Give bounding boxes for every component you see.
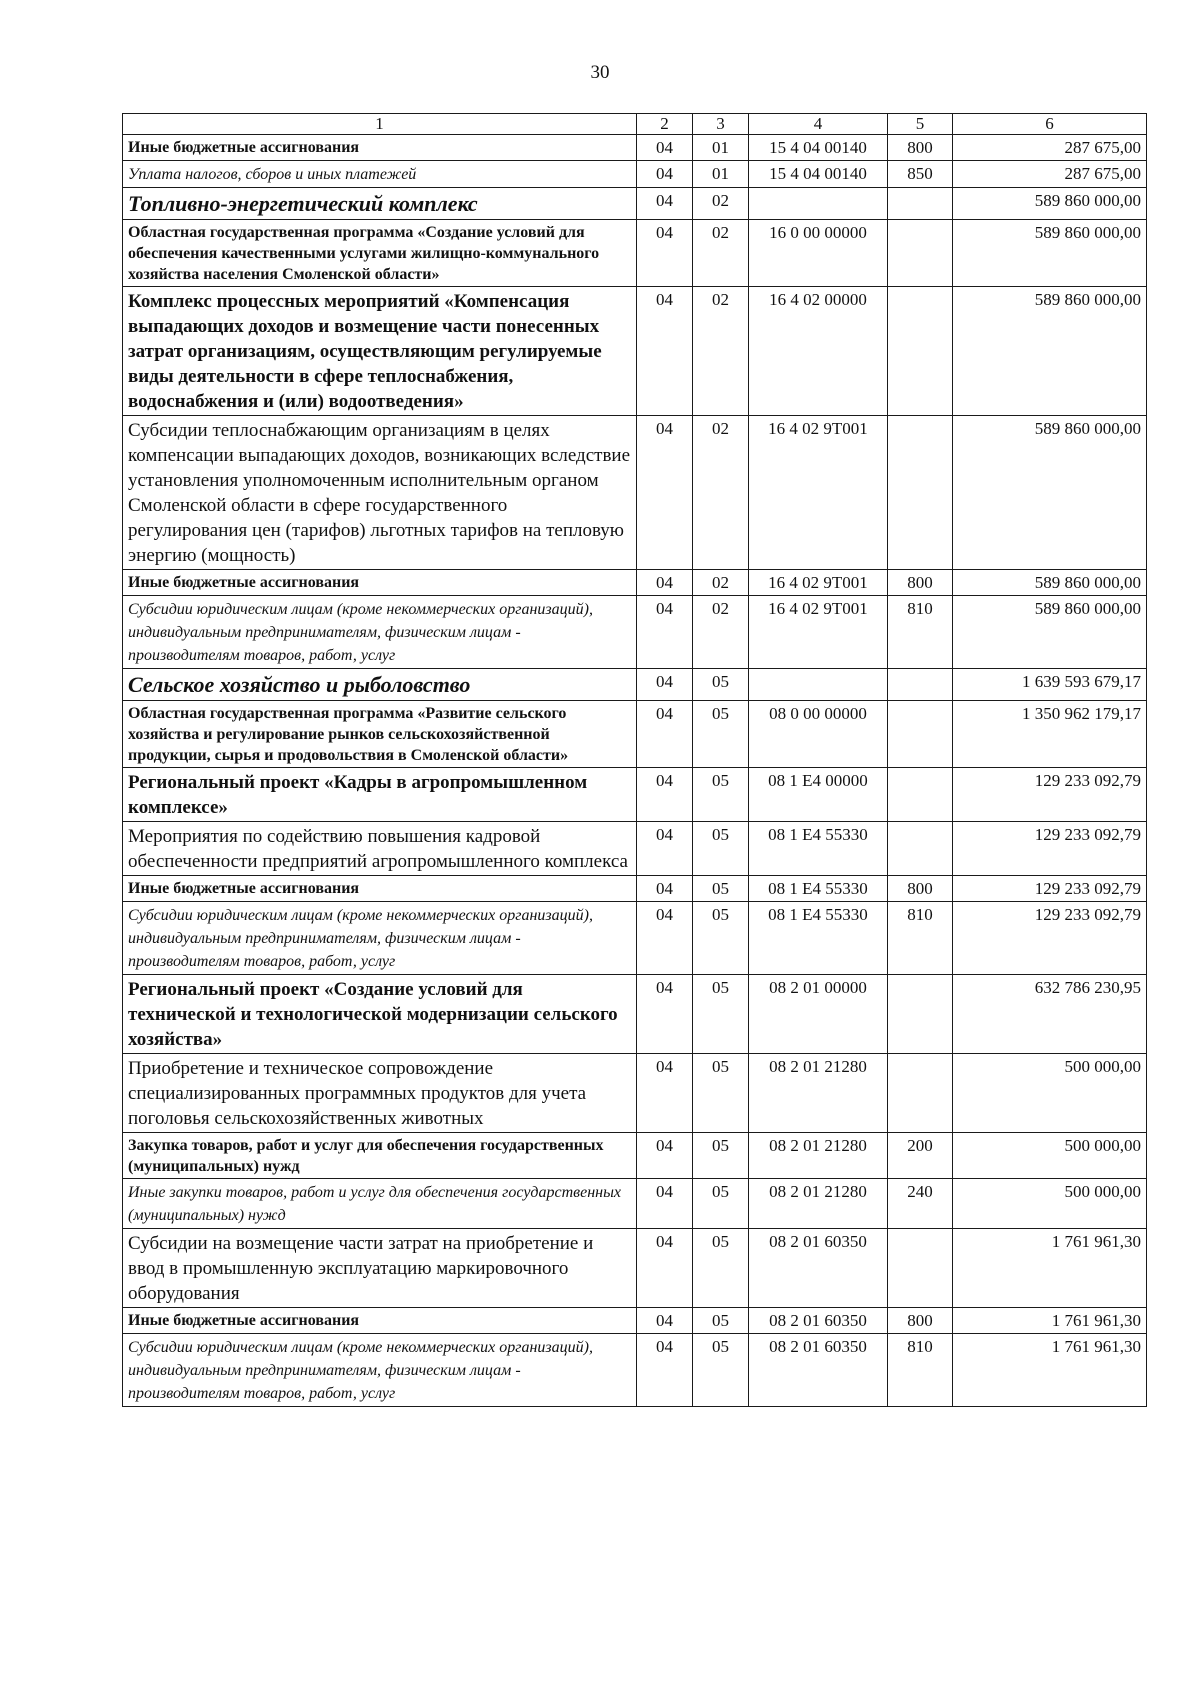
target-article-cell: 08 2 01 21280: [749, 1179, 888, 1229]
table-row: [123, 596, 1147, 669]
table-row: [123, 1054, 1147, 1133]
row-name-cell: Сельское хозяйство и рыболовство: [123, 669, 637, 701]
table-row: [123, 161, 1147, 188]
row-name-cell: Уплата налогов, сборов и иных платежей: [123, 161, 637, 188]
expense-type-cell: [888, 822, 953, 876]
amount-cell: 129 233 092,79: [953, 902, 1147, 975]
section-code-cell: 04: [637, 188, 693, 220]
subsection-code-cell: 05: [693, 822, 749, 876]
subsection-code-cell: 01: [693, 161, 749, 188]
target-article-cell: 16 4 02 9Т001: [749, 596, 888, 669]
amount-cell: 500 000,00: [953, 1179, 1147, 1229]
row-name-cell: Региональный проект «Создание условий для технической и технологической модернизации сельского хозяйства»: [123, 975, 637, 1054]
target-article-cell: 08 2 01 60350: [749, 1229, 888, 1308]
row-name-cell: Региональный проект «Кадры в агропромышленном комплексе»: [123, 768, 637, 822]
section-code-cell: 04: [637, 416, 693, 570]
row-name-cell: Иные бюджетные ассигнования: [123, 135, 637, 161]
expense-type-cell: 800: [888, 570, 953, 596]
table-row: [123, 1133, 1147, 1179]
subsection-code-cell: 02: [693, 188, 749, 220]
table-row: [123, 416, 1147, 570]
amount-cell: 129 233 092,79: [953, 822, 1147, 876]
section-code-cell: 04: [637, 669, 693, 701]
table-row: [123, 1229, 1147, 1308]
subsection-code-cell: 02: [693, 220, 749, 287]
subsection-code-cell: 05: [693, 701, 749, 768]
subsection-code-cell: 05: [693, 1334, 749, 1407]
target-article-cell: 08 1 Е4 55330: [749, 822, 888, 876]
row-name-cell: Топливно-энергетический комплекс: [123, 188, 637, 220]
amount-cell: 632 786 230,95: [953, 975, 1147, 1054]
expense-type-cell: 800: [888, 1308, 953, 1334]
amount-cell: 287 675,00: [953, 135, 1147, 161]
target-article-cell: 08 1 Е4 00000: [749, 768, 888, 822]
target-article-cell: 16 4 02 9Т001: [749, 416, 888, 570]
amount-cell: 589 860 000,00: [953, 596, 1147, 669]
section-code-cell: 04: [637, 1229, 693, 1308]
expense-type-cell: 240: [888, 1179, 953, 1229]
expense-type-cell: 810: [888, 1334, 953, 1407]
expense-type-cell: [888, 220, 953, 287]
amount-cell: 1 350 962 179,17: [953, 701, 1147, 768]
target-article-cell: 15 4 04 00140: [749, 135, 888, 161]
expense-type-cell: 800: [888, 876, 953, 902]
subsection-code-cell: 05: [693, 876, 749, 902]
expense-type-cell: [888, 768, 953, 822]
section-code-cell: 04: [637, 596, 693, 669]
section-code-cell: 04: [637, 902, 693, 975]
table-header-row: [123, 114, 1147, 135]
amount-cell: 287 675,00: [953, 161, 1147, 188]
target-article-cell: 08 2 01 60350: [749, 1334, 888, 1407]
subsection-code-cell: 02: [693, 596, 749, 669]
section-code-cell: 04: [637, 822, 693, 876]
table-row: [123, 902, 1147, 975]
expense-type-cell: 810: [888, 902, 953, 975]
subsection-code-cell: 01: [693, 135, 749, 161]
row-name-cell: Мероприятия по содействию повышения кадровой обеспеченности предприятий агропромышленного комплекса: [123, 822, 637, 876]
amount-cell: 500 000,00: [953, 1133, 1147, 1179]
subsection-code-cell: 05: [693, 975, 749, 1054]
table-row: [123, 822, 1147, 876]
subsection-code-cell: 05: [693, 1229, 749, 1308]
column-header: 1: [123, 114, 637, 135]
expense-type-cell: [888, 188, 953, 220]
row-name-cell: Иные бюджетные ассигнования: [123, 876, 637, 902]
section-code-cell: 04: [637, 876, 693, 902]
section-code-cell: 04: [637, 768, 693, 822]
amount-cell: 1 639 593 679,17: [953, 669, 1147, 701]
amount-cell: 589 860 000,00: [953, 287, 1147, 416]
expense-type-cell: [888, 669, 953, 701]
table-row: [123, 220, 1147, 287]
target-article-cell: 16 4 02 00000: [749, 287, 888, 416]
section-code-cell: 04: [637, 161, 693, 188]
amount-cell: 589 860 000,00: [953, 570, 1147, 596]
table-row: [123, 975, 1147, 1054]
target-article-cell: 08 1 Е4 55330: [749, 902, 888, 975]
column-header: 4: [749, 114, 888, 135]
row-name-cell: Иные бюджетные ассигнования: [123, 570, 637, 596]
row-name-cell: Закупка товаров, работ и услуг для обеспечения государственных (муниципальных) нужд: [123, 1133, 637, 1179]
table-row: [123, 1308, 1147, 1334]
target-article-cell: [749, 669, 888, 701]
row-name-cell: Субсидии юридическим лицам (кроме некоммерческих организаций), индивидуальным предпринимателям, физическим лицам - производителям товаров, работ, услуг: [123, 902, 637, 975]
target-article-cell: 08 0 00 00000: [749, 701, 888, 768]
subsection-code-cell: 05: [693, 768, 749, 822]
amount-cell: 589 860 000,00: [953, 220, 1147, 287]
expense-type-cell: [888, 416, 953, 570]
table-row: [123, 570, 1147, 596]
target-article-cell: 08 2 01 21280: [749, 1054, 888, 1133]
amount-cell: 129 233 092,79: [953, 876, 1147, 902]
subsection-code-cell: 05: [693, 902, 749, 975]
section-code-cell: 04: [637, 701, 693, 768]
expense-type-cell: [888, 701, 953, 768]
subsection-code-cell: 05: [693, 669, 749, 701]
table-row: [123, 1179, 1147, 1229]
section-code-cell: 04: [637, 975, 693, 1054]
subsection-code-cell: 05: [693, 1179, 749, 1229]
column-header: 5: [888, 114, 953, 135]
amount-cell: 1 761 961,30: [953, 1308, 1147, 1334]
subsection-code-cell: 02: [693, 570, 749, 596]
expense-type-cell: 850: [888, 161, 953, 188]
column-header: 2: [637, 114, 693, 135]
target-article-cell: 08 2 01 00000: [749, 975, 888, 1054]
subsection-code-cell: 05: [693, 1133, 749, 1179]
section-code-cell: 04: [637, 1054, 693, 1133]
column-header: 6: [953, 114, 1147, 135]
section-code-cell: 04: [637, 570, 693, 596]
table-body: [123, 135, 1147, 1407]
row-name-cell: Иные закупки товаров, работ и услуг для обеспечения государственных (муниципальных) нужд: [123, 1179, 637, 1229]
section-code-cell: 04: [637, 1334, 693, 1407]
table-row: [123, 287, 1147, 416]
subsection-code-cell: 05: [693, 1054, 749, 1133]
page-number: 30: [590, 62, 610, 83]
target-article-cell: 08 2 01 60350: [749, 1308, 888, 1334]
section-code-cell: 04: [637, 1133, 693, 1179]
row-name-cell: Субсидии юридическим лицам (кроме некоммерческих организаций), индивидуальным предпринимателям, физическим лицам - производителям товаров, работ, услуг: [123, 596, 637, 669]
amount-cell: 129 233 092,79: [953, 768, 1147, 822]
expense-type-cell: [888, 975, 953, 1054]
section-code-cell: 04: [637, 287, 693, 416]
budget-table: [122, 113, 1147, 1407]
table-row: [123, 135, 1147, 161]
subsection-code-cell: 02: [693, 287, 749, 416]
row-name-cell: Субсидии теплоснабжающим организациям в целях компенсации выпадающих доходов, возникающих вследствие установления уполномоченным исполнительным органом Смоленской области в сфере государственного регулирования цен (тарифов) льготных тарифов на тепловую энергию (мощность): [123, 416, 637, 570]
target-article-cell: 15 4 04 00140: [749, 161, 888, 188]
section-code-cell: 04: [637, 220, 693, 287]
row-name-cell: Иные бюджетные ассигнования: [123, 1308, 637, 1334]
table-row: [123, 188, 1147, 220]
subsection-code-cell: 02: [693, 416, 749, 570]
target-article-cell: 16 4 02 9Т001: [749, 570, 888, 596]
expense-type-cell: [888, 287, 953, 416]
row-name-cell: Областная государственная программа «Создание условий для обеспечения качественными услугами жилищно-коммунального хозяйства населения Смоленской области»: [123, 220, 637, 287]
table-row: [123, 701, 1147, 768]
amount-cell: 500 000,00: [953, 1054, 1147, 1133]
expense-type-cell: 810: [888, 596, 953, 669]
amount-cell: 1 761 961,30: [953, 1229, 1147, 1308]
table-row: [123, 768, 1147, 822]
table-row: [123, 1334, 1147, 1407]
subsection-code-cell: 05: [693, 1308, 749, 1334]
row-name-cell: Субсидии на возмещение части затрат на приобретение и ввод в промышленную эксплуатацию маркировочного оборудования: [123, 1229, 637, 1308]
target-article-cell: 16 0 00 00000: [749, 220, 888, 287]
target-article-cell: 08 2 01 21280: [749, 1133, 888, 1179]
expense-type-cell: 200: [888, 1133, 953, 1179]
expense-type-cell: [888, 1229, 953, 1308]
amount-cell: 589 860 000,00: [953, 188, 1147, 220]
expense-type-cell: 800: [888, 135, 953, 161]
target-article-cell: [749, 188, 888, 220]
target-article-cell: 08 1 Е4 55330: [749, 876, 888, 902]
section-code-cell: 04: [637, 1179, 693, 1229]
row-name-cell: Приобретение и техническое сопровождение специализированных программных продуктов для учета поголовья сельскохозяйственных животных: [123, 1054, 637, 1133]
amount-cell: 1 761 961,30: [953, 1334, 1147, 1407]
row-name-cell: Комплекс процессных мероприятий «Компенсация выпадающих доходов и возмещение части понесенных затрат организациям, осуществляющим регулируемые виды деятельности в сфере теплоснабжения, водоснабжения и (или) водоотведения»: [123, 287, 637, 416]
expense-type-cell: [888, 1054, 953, 1133]
row-name-cell: Субсидии юридическим лицам (кроме некоммерческих организаций), индивидуальным предпринимателям, физическим лицам - производителям товаров, работ, услуг: [123, 1334, 637, 1407]
column-header: 3: [693, 114, 749, 135]
section-code-cell: 04: [637, 135, 693, 161]
table-row: [123, 669, 1147, 701]
section-code-cell: 04: [637, 1308, 693, 1334]
amount-cell: 589 860 000,00: [953, 416, 1147, 570]
row-name-cell: Областная государственная программа «Развитие сельского хозяйства и регулирование рынков сельскохозяйственной продукции, сырья и продовольствия в Смоленской области»: [123, 701, 637, 768]
table-row: [123, 876, 1147, 902]
